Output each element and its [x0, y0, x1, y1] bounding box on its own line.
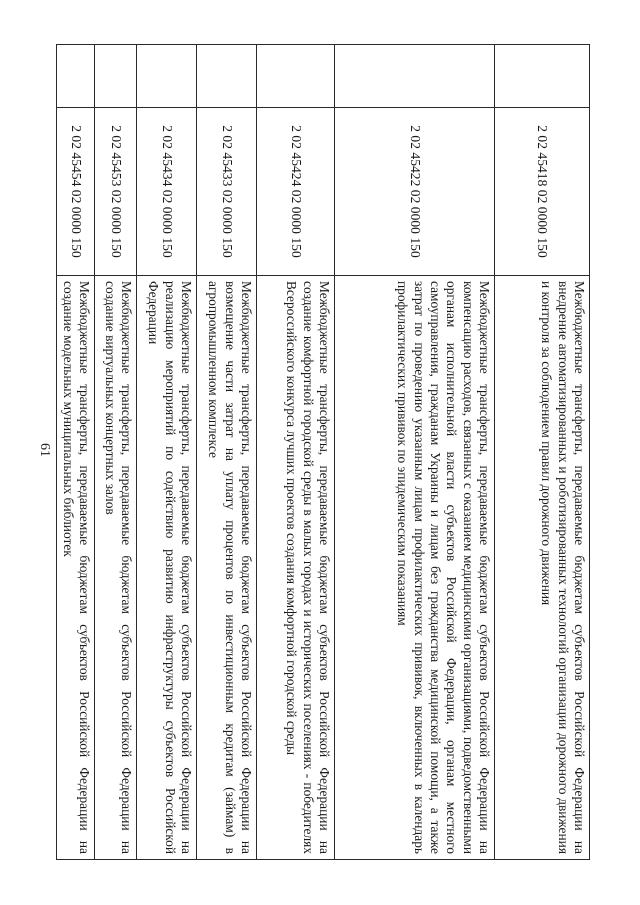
admin-code-cell: [137, 45, 197, 108]
budget-code-cell: 2 02 45454 02 0000 150: [57, 108, 95, 276]
table-row: [197, 45, 257, 860]
description-cell: Межбюджетные трансферты, передаваемые бюджетам субъектов Российской Федерации на возмещение части затрат на уплату процентов по инвестиционным кредитам (займам) в агропромышленном комплексе: [197, 276, 257, 860]
budget-code-cell: 2 02 45453 02 0000 150: [95, 108, 137, 276]
budget-code-table: [56, 44, 590, 860]
admin-code-cell: [495, 45, 590, 108]
table-row: [335, 45, 495, 860]
description-cell: Межбюджетные трансферты, передаваемые бюджетам субъектов Российской Федерации на внедрение автоматизированных и роботизированных технологий организации дорожного движения и контроля за соблюдением правил дорожного движения: [495, 276, 590, 860]
rotated-table-sheet: [60, 44, 590, 860]
table-row: [495, 45, 590, 860]
admin-code-cell: [197, 45, 257, 108]
description-cell: Межбюджетные трансферты, передаваемые бюджетам субъектов Российской Федерации на создание модельных муниципальных библиотек: [57, 276, 95, 860]
table-row: [257, 45, 335, 860]
description-cell: Межбюджетные трансферты, передаваемые бюджетам субъектов Российской Федерации на создание комфортной городской среды в малых городах и исторических поселениях - победителях Всероссийского конкурса лучших проектов создания комфортной городской среды: [257, 276, 335, 860]
description-cell: Межбюджетные трансферты, передаваемые бюджетам субъектов Российской Федерации на создание виртуальных концертных залов: [95, 276, 137, 860]
table-row: [95, 45, 137, 860]
admin-code-cell: [95, 45, 137, 108]
table-row: [137, 45, 197, 860]
admin-code-cell: [335, 45, 495, 108]
table-row: [57, 45, 95, 860]
budget-code-cell: 2 02 45418 02 0000 150: [495, 108, 590, 276]
budget-code-cell: 2 02 45422 02 0000 150: [335, 108, 495, 276]
budget-code-cell: 2 02 45434 02 0000 150: [137, 108, 197, 276]
admin-code-cell: [257, 45, 335, 108]
page-number: 61: [37, 443, 52, 457]
budget-code-cell: 2 02 45433 02 0000 150: [197, 108, 257, 276]
description-cell: Межбюджетные трансферты, передаваемые бюджетам субъектов Российской Федерации на реализацию мероприятий по содействию развитию инфраструктуры субъектов Российской Федерации: [137, 276, 197, 860]
admin-code-cell: [57, 45, 95, 108]
description-cell: Межбюджетные трансферты, передаваемые бюджетам субъектов Российской Федерации на компенсацию расходов, связанных с оказанием медицинскими организациями, подведомственными органам исполнительной власти субъектов Российской Федерации, органам местного самоуправления, гражданам Украины и лицам без гражданства медицинской помощи, а также затрат по проведению указанным лицам профилактических прививок, включенных в календарь профилактических прививок по эпидемическим показаниям: [335, 276, 495, 860]
budget-code-cell: 2 02 45424 02 0000 150: [257, 108, 335, 276]
